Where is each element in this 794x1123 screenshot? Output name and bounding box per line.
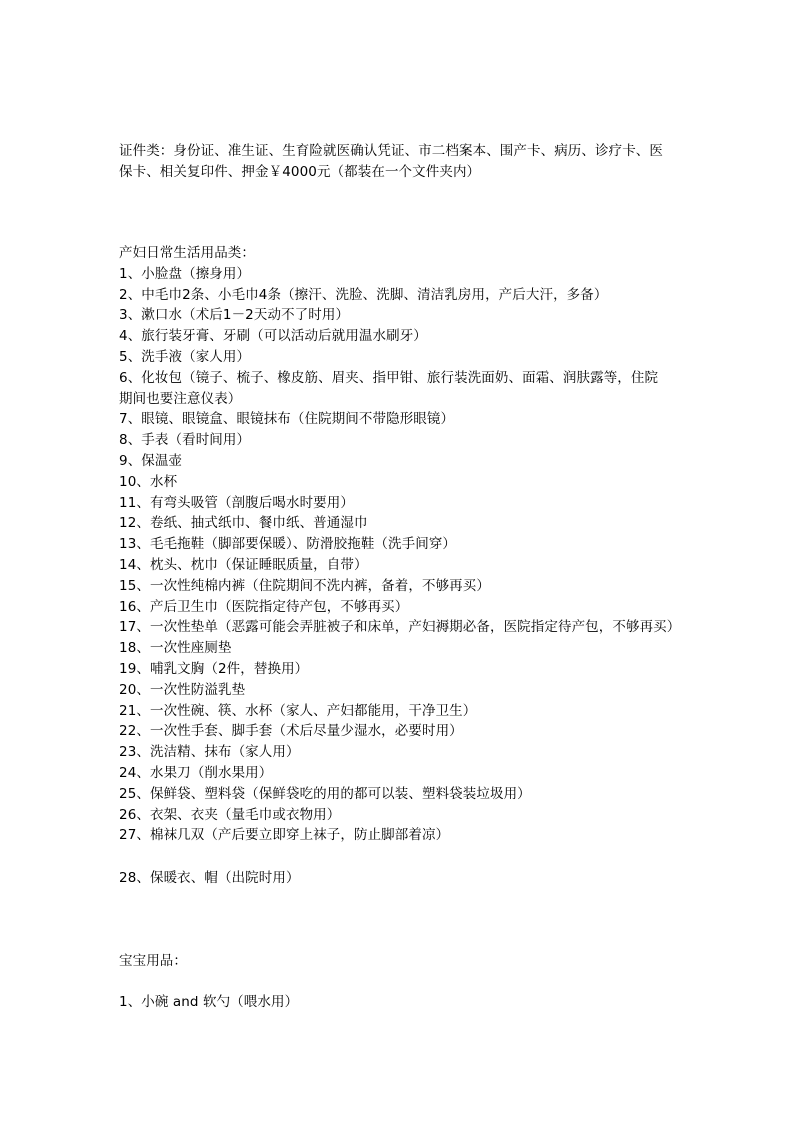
- list-item: 14、枕头、枕巾（保证睡眠质量，自带）: [119, 556, 368, 573]
- list-item: 18、一次性座厕垫: [119, 640, 232, 657]
- list-item: 28、保暖衣、帽（出院时用）: [119, 870, 300, 886]
- list-item: 17、一次性垫单（恶露可能会弄脏被子和床单，产妇褥期必备，医院指定待产包，不够再买）: [119, 619, 681, 636]
- mother-supplies-section: [119, 243, 679, 846]
- documents-paragraph: [119, 141, 679, 183]
- list-item: 3、漱口水（术后1－2天动不了时用）: [119, 307, 350, 324]
- list-item: 20、一次性防溢乳垫: [119, 681, 246, 698]
- list-item: 8、手表（看时间用）: [119, 432, 251, 449]
- list-item-continuation: 期间也要注意仪表）: [119, 390, 242, 407]
- list-item: 12、卷纸、抽式纸巾、餐巾纸、普通湿巾: [119, 515, 368, 532]
- list-item: 1、小碗 and 软勺（喂水用）: [119, 994, 299, 1010]
- list-item: 21、一次性碗、筷、水杯（家人、产妇都能用，干净卫生）: [119, 702, 477, 719]
- list-item: 16、产后卫生巾（医院指定待产包，不够再买）: [119, 598, 409, 615]
- list-item: 15、一次性纯棉内裤（住院期间不洗内裤，备着，不够再买）: [119, 577, 490, 594]
- documents-line-1: 证件类：身份证、准生证、生育险就医确认凭证、市二档案本、围产卡、病历、诊疗卡、医: [119, 143, 663, 159]
- baby-supplies-heading: [119, 951, 679, 972]
- list-item: 19、哺乳文胸（2件，替换用）: [119, 660, 309, 677]
- list-item: 6、化妆包（镜子、梳子、橡皮筋、眉夹、指甲钳、旅行装洗面奶、面霜、润肤露等，住院: [119, 369, 659, 386]
- list-item: 4、旅行装牙膏、牙刷（可以活动后就用温水刷牙）: [119, 328, 427, 345]
- list-item: 13、毛毛拖鞋（脚部要保暖）、防滑胶拖鞋（洗手间穿）: [119, 536, 457, 553]
- list-item: 27、棉袜几双（产后要立即穿上袜子，防止脚部着凉）: [119, 827, 450, 844]
- documents-line-2: 保卡、相关复印件、押金￥4000元（都装在一个文件夹内）: [119, 163, 481, 180]
- baby-supplies-item-1: [119, 992, 679, 1013]
- list-item: 2、中毛巾2条、小毛巾4条（擦汗、洗脸、洗脚、清洁乳房用，产后大汗，多备）: [119, 286, 608, 303]
- list-item: 11、有弯头吸管（剖腹后喝水时要用）: [119, 494, 354, 511]
- list-item: 9、保温壶: [119, 452, 183, 469]
- list-item: 22、一次性手套、脚手套（术后尽量少湿水，必要时用）: [119, 723, 463, 740]
- mother-supplies-item-28: [119, 868, 679, 889]
- list-item: 23、洗洁精、抹布（家人用）: [119, 744, 300, 761]
- list-item: 5、洗手液（家人用）: [119, 348, 251, 365]
- list-item: 1、小脸盘（擦身用）: [119, 265, 251, 282]
- list-item: 26、衣架、衣夹（量毛巾或衣物用）: [119, 806, 341, 823]
- list-item: 25、保鲜袋、塑料袋（保鲜袋吃的用的都可以装、塑料袋装垃圾用）: [119, 785, 531, 802]
- list-item: 7、眼镜、眼镜盒、眼镜抹布（住院期间不带隐形眼镜）: [119, 411, 455, 428]
- list-item: 10、水杯: [119, 473, 178, 490]
- list-item: 24、水果刀（削水果用）: [119, 764, 273, 781]
- baby-supplies-heading-text: 宝宝用品：: [119, 953, 187, 969]
- mother-supplies-heading: 产妇日常生活用品类：: [119, 245, 255, 261]
